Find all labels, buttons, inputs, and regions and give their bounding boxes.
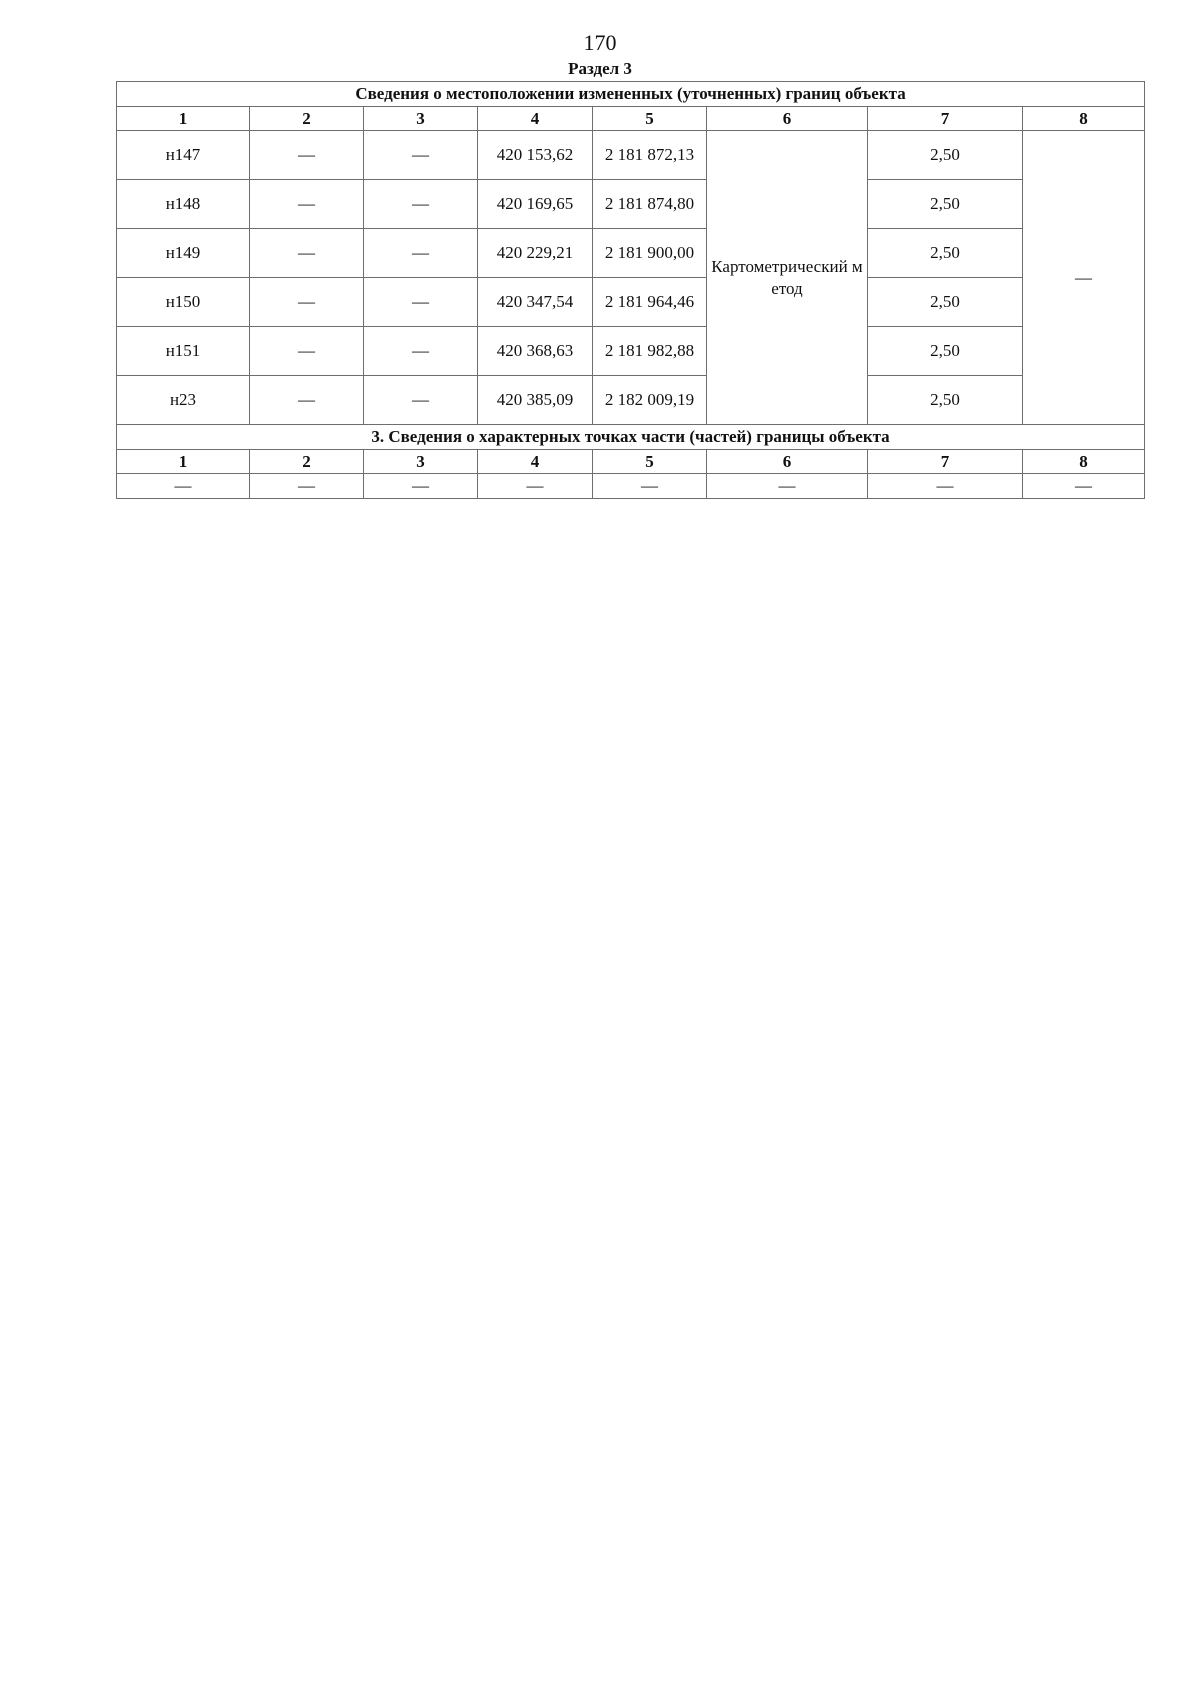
table2-header-cell: 7 [868,450,1023,474]
y-coordinate-cell: 2 181 872,13 [593,131,707,180]
page-number: 170 [583,30,617,55]
x-coordinate-cell: 420 368,63 [478,327,593,376]
col2-cell: — [250,229,364,278]
table1-header-cell: 1 [117,107,250,131]
col3-cell: — [364,327,478,376]
empty-cell: — [478,474,593,499]
table2-header-cell: 1 [117,450,250,474]
table-row [117,327,1145,376]
empty-cell: — [593,474,707,499]
col8-cell: — [1023,131,1145,425]
col3-cell: — [364,229,478,278]
empty-cell: — [868,474,1023,499]
accuracy-cell: 2,50 [868,376,1023,425]
accuracy-cell: 2,50 [868,278,1023,327]
empty-cell: — [707,474,868,499]
y-coordinate-cell: 2 181 874,80 [593,180,707,229]
table1-header-cell: 7 [868,107,1023,131]
col3-cell: — [364,278,478,327]
point-cell: н23 [117,376,250,425]
y-coordinate-cell: 2 182 009,19 [593,376,707,425]
point-cell: н148 [117,180,250,229]
empty-cell: — [117,474,250,499]
col2-cell: — [250,180,364,229]
table2-header-cell: 5 [593,450,707,474]
col2-cell: — [250,327,364,376]
point-cell: н149 [117,229,250,278]
point-cell: н151 [117,327,250,376]
table2-header-row [117,450,1145,474]
table2-header-cell: 2 [250,450,364,474]
col3-cell: — [364,180,478,229]
accuracy-cell: 2,50 [868,327,1023,376]
x-coordinate-cell: 420 153,62 [478,131,593,180]
table1-header-cell: 6 [707,107,868,131]
col3-cell: — [364,131,478,180]
point-cell: н147 [117,131,250,180]
x-coordinate-cell: 420 347,54 [478,278,593,327]
col2-cell: — [250,278,364,327]
table-row [117,131,1145,180]
x-coordinate-cell: 420 169,65 [478,180,593,229]
x-coordinate-cell: 420 385,09 [478,376,593,425]
coordinates-table [116,81,1145,499]
table1-header-row [117,107,1145,131]
table-row [117,474,1145,499]
empty-cell: — [364,474,478,499]
table2-header-cell: 4 [478,450,593,474]
table1-header-cell: 5 [593,107,707,131]
table1-title: Сведения о местоположении измененных (уточненных) границ объекта [117,82,1145,107]
table1-header-cell: 4 [478,107,593,131]
col3-cell: — [364,376,478,425]
y-coordinate-cell: 2 181 982,88 [593,327,707,376]
y-coordinate-cell: 2 181 964,46 [593,278,707,327]
accuracy-cell: 2,50 [868,131,1023,180]
table1-header-cell: 8 [1023,107,1145,131]
table2-header-cell: 6 [707,450,868,474]
table2-title: 3. Сведения о характерных точках части (частей) границы объекта [117,425,1145,450]
table2-header-cell: 3 [364,450,478,474]
section-title: Раздел 3 [568,59,632,78]
table-row [117,229,1145,278]
x-coordinate-cell: 420 229,21 [478,229,593,278]
empty-cell: — [1023,474,1145,499]
table-row [117,376,1145,425]
y-coordinate-cell: 2 181 900,00 [593,229,707,278]
table-row [117,180,1145,229]
col2-cell: — [250,376,364,425]
table1-header-cell: 2 [250,107,364,131]
point-cell: н150 [117,278,250,327]
method-cell: Картометрический метод [707,131,868,425]
table2-title-row [117,425,1145,450]
accuracy-cell: 2,50 [868,180,1023,229]
table1-title-row [117,82,1145,107]
empty-cell: — [250,474,364,499]
table2-header-cell: 8 [1023,450,1145,474]
table1-header-cell: 3 [364,107,478,131]
table-row [117,278,1145,327]
col2-cell: — [250,131,364,180]
accuracy-cell: 2,50 [868,229,1023,278]
